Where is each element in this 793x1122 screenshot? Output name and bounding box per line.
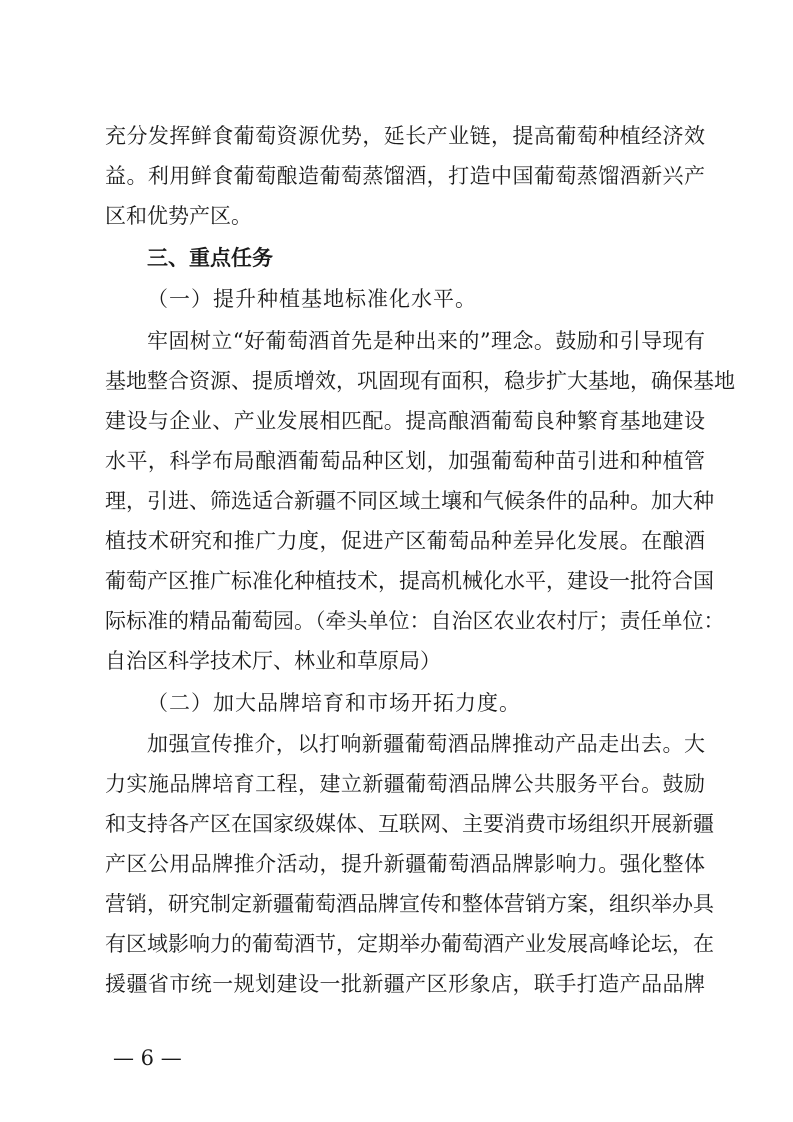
paragraph-line: 力实施品牌培育工程，建立新疆葡萄酒品牌公共服务平台。鼓励 bbox=[105, 772, 705, 796]
paragraph-line: 援疆省市统一规划建设一批新疆产区形象店，联手打造产品品牌 bbox=[105, 972, 705, 996]
paragraph-line: 牢固树立“好葡萄酒首先是种出来的”理念。鼓励和引导现有 bbox=[147, 329, 705, 353]
paragraph-line: 葡萄产区推广标准化种植技术，提高机械化水平，建设一批符合国 bbox=[105, 569, 714, 593]
paragraph-line: 充分发挥鲜食葡萄资源优势，延长产业链，提高葡萄种植经济效 bbox=[105, 124, 705, 148]
paragraph-line: 建设与企业、产业发展相匹配。提高酿酒葡萄良种繁育基地建设 bbox=[105, 409, 705, 433]
paragraph-line: 理，引进、筛选适合新疆不同区域土壤和气候条件的品种。加大种 bbox=[105, 489, 714, 513]
page-number: — 6 — bbox=[113, 1046, 182, 1070]
paragraph-line: 加强宣传推介，以打响新疆葡萄酒品牌推动产品走出去。大 bbox=[147, 732, 705, 756]
paragraph-line: 和支持各产区在国家级媒体、互联网、主要消费市场组织开展新疆 bbox=[105, 812, 714, 836]
subsection-heading: （一）提升种植基地标准化水平。 bbox=[147, 287, 477, 311]
paragraph-line: 区和优势产区。 bbox=[105, 204, 252, 228]
paragraph-line: 产区公用品牌推介活动，提升新疆葡萄酒品牌影响力。强化整体 bbox=[105, 852, 705, 876]
paragraph-line: 水平，科学布局酿酒葡萄品种区划，加强葡萄种苗引进和种植管 bbox=[105, 449, 705, 473]
subsection-heading: （二）加大品牌培育和市场开拓力度。 bbox=[147, 691, 521, 715]
paragraph-line: 营销，研究制定新疆葡萄酒品牌宣传和整体营销方案，组织举办具 bbox=[105, 892, 714, 916]
paragraph-line: 有区域影响力的葡萄酒节，定期举办葡萄酒产业发展高峰论坛，在 bbox=[105, 932, 714, 956]
paragraph-line: 自治区科学技术厅、林业和草原局） bbox=[105, 649, 441, 673]
paragraph-line: 植技术研究和推广力度，促进产区葡萄品种差异化发展。在酿酒 bbox=[105, 529, 705, 553]
section-heading: 三、重点任务 bbox=[147, 246, 273, 270]
paragraph-line: 际标准的精品葡萄园。（牵头单位：自治区农业农村厅；责任单位： bbox=[105, 609, 725, 633]
paragraph-line: 基地整合资源、提质增效，巩固现有面积，稳步扩大基地，确保基地 bbox=[105, 369, 735, 393]
paragraph-line: 益。利用鲜食葡萄酿造葡萄蒸馏酒，打造中国葡萄蒸馏酒新兴产 bbox=[105, 164, 705, 188]
